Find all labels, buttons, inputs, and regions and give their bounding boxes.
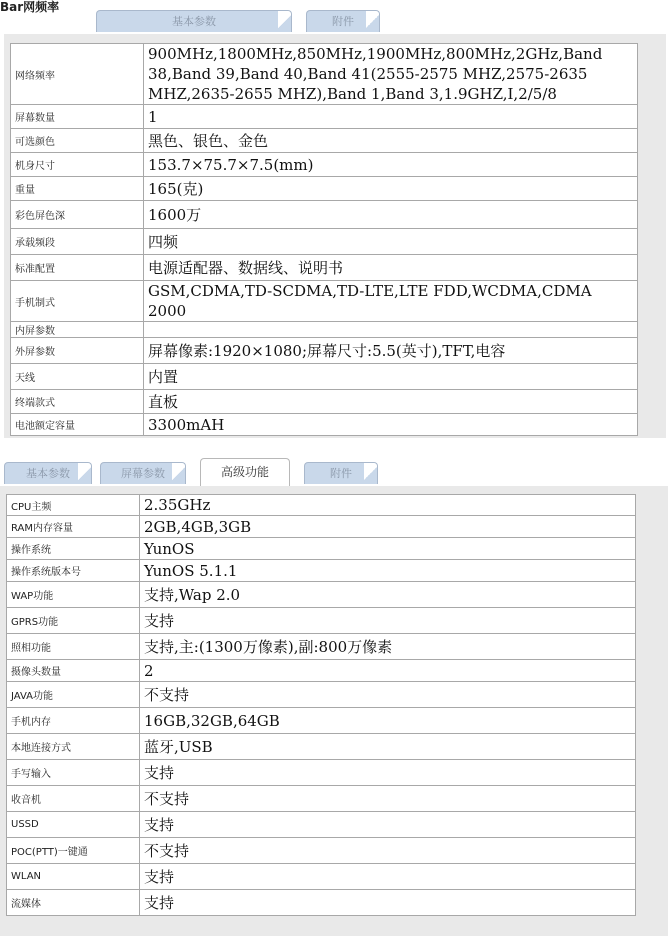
spec-value: 支持 (140, 608, 636, 634)
table-row (7, 634, 636, 660)
spec-key: 收音机 (7, 786, 140, 812)
spec-value: 2 (140, 660, 636, 682)
tab-advanced-features[interactable]: 高级功能 (200, 458, 290, 486)
spec-value: 支持 (140, 890, 636, 916)
spec-key: 外屏参数 (11, 338, 144, 364)
spec-value: 电源适配器、数据线、说明书 (144, 255, 638, 281)
spec-key: CPU主频 (7, 495, 140, 516)
section2-panel (0, 486, 668, 936)
table-row (11, 322, 638, 338)
spec-value: 支持,Wap 2.0 (140, 582, 636, 608)
spec-key: 屏幕数量 (11, 105, 144, 129)
spec-key: 手写输入 (7, 760, 140, 786)
spec-key: 操作系统 (7, 538, 140, 560)
table-row (7, 812, 636, 838)
spec-value: YunOS (140, 538, 636, 560)
spec-key: RAM内存容量 (7, 516, 140, 538)
spec-key: 重量 (11, 177, 144, 201)
spec-key: POC(PTT)一键通 (7, 838, 140, 864)
spec-value: 支持 (140, 760, 636, 786)
spec-key: JAVA功能 (7, 682, 140, 708)
tab-accessories-2[interactable]: 附件 (304, 462, 378, 484)
table-row (7, 760, 636, 786)
table-row (7, 708, 636, 734)
table-row (11, 281, 638, 322)
spec-key: WLAN (7, 864, 140, 890)
spec-key: 彩色屏色深 (11, 201, 144, 229)
table-row (7, 560, 636, 582)
table-row (7, 608, 636, 634)
table-row (7, 838, 636, 864)
tab-basic-params[interactable]: 基本参数 (96, 10, 292, 32)
spec-value: 153.7×75.7×7.5(mm) (144, 153, 638, 177)
spec-key: 手机内存 (7, 708, 140, 734)
spec-key: 机身尺寸 (11, 153, 144, 177)
spec-key: 摄像头数量 (7, 660, 140, 682)
section2-tabbar (0, 458, 670, 486)
spec-key: 照相功能 (7, 634, 140, 660)
spec-value: 1 (144, 105, 638, 129)
table-row (7, 495, 636, 516)
table-row (11, 129, 638, 153)
page-top-label: Bar网频率 (0, 0, 60, 14)
section1-tabbar (0, 6, 670, 34)
table-row (7, 864, 636, 890)
table-row (7, 516, 636, 538)
table-row (11, 390, 638, 414)
table-row (7, 786, 636, 812)
tab-screen-params[interactable]: 屏幕参数 (100, 462, 186, 484)
spec-value: 2.35GHz (140, 495, 636, 516)
spec-value: 蓝牙,USB (140, 734, 636, 760)
spec-key: GPRS功能 (7, 608, 140, 634)
table-row (11, 177, 638, 201)
spec-key: 承载频段 (11, 229, 144, 255)
spec-key: 流媒体 (7, 890, 140, 916)
spec-key: 电池额定容量 (11, 414, 144, 436)
spec-value: 支持 (140, 864, 636, 890)
spec-value: GSM,CDMA,TD-SCDMA,TD-LTE,LTE FDD,WCDMA,CDMA 2000 (144, 281, 638, 322)
spec-value: 内置 (144, 364, 638, 390)
spec-value: 16GB,32GB,64GB (140, 708, 636, 734)
tab-accessories[interactable]: 附件 (306, 10, 380, 32)
spec-value: 四频 (144, 229, 638, 255)
table-row (7, 890, 636, 916)
table-row (11, 414, 638, 436)
table-row (11, 105, 638, 129)
spec-value: YunOS 5.1.1 (140, 560, 636, 582)
table-row (11, 364, 638, 390)
table-row (11, 338, 638, 364)
spec-value: 支持,主:(1300万像素),副:800万像素 (140, 634, 636, 660)
spec-value: 165(克) (144, 177, 638, 201)
table-row (7, 734, 636, 760)
spec-key: 网络频率 (11, 44, 144, 105)
spec-value: 屏幕像素:1920×1080;屏幕尺寸:5.5(英寸),TFT,电容 (144, 338, 638, 364)
spec-key: 本地连接方式 (7, 734, 140, 760)
spec-value: 黑色、银色、金色 (144, 129, 638, 153)
table-row (11, 201, 638, 229)
table-row (11, 153, 638, 177)
table-row (7, 660, 636, 682)
spec-key: 终端款式 (11, 390, 144, 414)
table-row (11, 44, 638, 105)
table-row (7, 538, 636, 560)
spec-key: 标准配置 (11, 255, 144, 281)
table-row (7, 682, 636, 708)
spec-value: 不支持 (140, 838, 636, 864)
spec-key: 天线 (11, 364, 144, 390)
spec-key: 操作系统版本号 (7, 560, 140, 582)
spec-key: 可选颜色 (11, 129, 144, 153)
spec-value: 1600万 (144, 201, 638, 229)
section2-spec-table (6, 494, 636, 916)
spec-key: 内屏参数 (11, 322, 144, 338)
spec-value: 3300mAH (144, 414, 638, 436)
section1-spec-table (10, 43, 638, 436)
spec-value: 不支持 (140, 786, 636, 812)
table-row (11, 229, 638, 255)
table-row (7, 582, 636, 608)
section1-panel (4, 34, 666, 438)
spec-key: WAP功能 (7, 582, 140, 608)
spec-value: 支持 (140, 812, 636, 838)
table-row (11, 255, 638, 281)
spec-value: 900MHz,1800MHz,850MHz,1900MHz,800MHz,2GHz,Band 38,Band 39,Band 40,Band 41(2555-2575 MHZ,2575-2635 MHZ,2635-2655 MHZ),Band 1,Band 3,1.9GHZ,I,2/5/8 (144, 44, 638, 105)
spec-value: 直板 (144, 390, 638, 414)
spec-value: 2GB,4GB,3GB (140, 516, 636, 538)
tab-basic-params-2[interactable]: 基本参数 (4, 462, 92, 484)
spec-key: USSD (7, 812, 140, 838)
spec-key: 手机制式 (11, 281, 144, 322)
spec-value: 不支持 (140, 682, 636, 708)
spec-value (144, 322, 638, 338)
